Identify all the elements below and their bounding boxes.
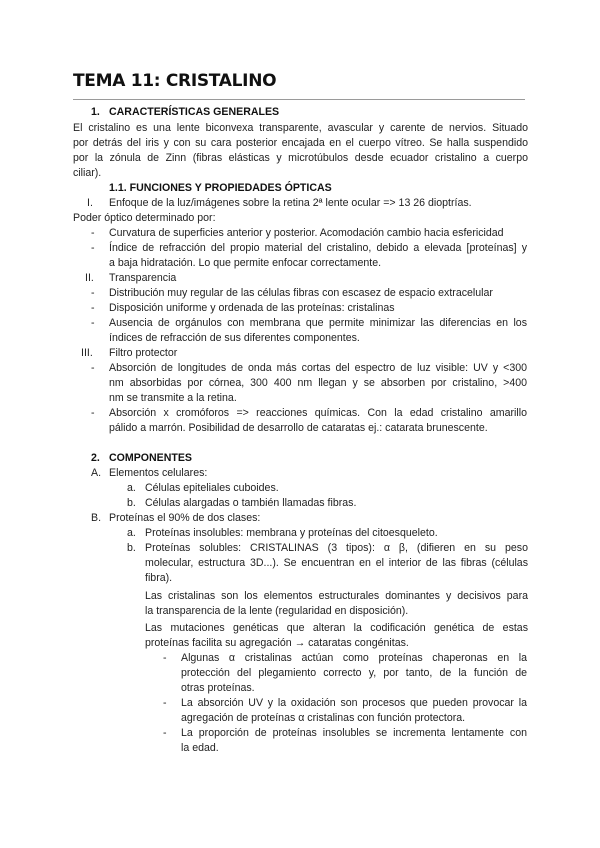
paragraph-text: Las mutaciones genéticas que alteran la codificación genética de estas xyxy=(145,622,528,634)
paragraph-text: Poder óptico determinado por: xyxy=(73,212,216,224)
item-text: molecular, estructura 3D...). Se encuentran en el interior de las fibras (células xyxy=(145,557,528,569)
item-text: Proteínas insolubles: membrana y proteínas del citoesqueleto. xyxy=(145,527,438,539)
bullet-text: nm absorbidas por córnea, 300 400 nm llegan y se absorben por cristalino, >400 xyxy=(109,377,527,389)
bullet-text: la edad. xyxy=(181,742,219,754)
dash-bullet: - xyxy=(163,697,167,709)
dash-bullet: - xyxy=(91,317,95,329)
item-text: Proteínas solubles: CRISTALINAS (3 tipos): α β, (difieren en su peso xyxy=(145,542,528,554)
letter-marker: a. xyxy=(127,482,136,494)
bullet-text: nm se transmite a la retina. xyxy=(109,392,237,404)
bullet-text: otras proteínas. xyxy=(181,682,255,694)
bullet-text: Índice de refracción del propio material del cristalino, debido a elevada [proteínas] y xyxy=(109,242,527,254)
letter-marker: b. xyxy=(127,497,136,509)
paragraph-text: proteínas facilita su agregación → cataratas congénitas. xyxy=(145,637,409,649)
bullet-text: Ausencia de orgánulos con membrana que permite minimizar las diferencias en los xyxy=(109,317,527,329)
letter-marker: A. xyxy=(91,467,102,479)
item-text: Células alargadas o también llamadas fibras. xyxy=(145,497,357,509)
dash-bullet: - xyxy=(91,227,95,239)
section-1-heading: CARACTERÍSTICAS GENERALES xyxy=(109,106,280,118)
intro-line: ciliar). xyxy=(73,167,102,179)
bullet-text: pálido a marrón. Posibilidad de desarrollo de cataratas ej.: catarata brunescente. xyxy=(109,422,488,434)
bullet-text: Algunas α cristalinas actúan como proteínas chaperonas en la xyxy=(181,652,527,664)
item-text: Transparencia xyxy=(109,272,177,284)
roman-marker: II. xyxy=(85,272,94,284)
letter-marker: B. xyxy=(91,512,102,524)
roman-marker: III. xyxy=(81,347,93,359)
dash-bullet: - xyxy=(163,727,167,739)
section-2-number: 2. xyxy=(91,452,100,464)
dash-bullet: - xyxy=(91,407,95,419)
item-text: Células epiteliales cuboides. xyxy=(145,482,279,494)
title-divider xyxy=(73,99,525,100)
section-2-heading: COMPONENTES xyxy=(109,452,192,464)
intro-line: por detrás del iris y con su cara posterior encajada en el cuerpo vítreo. Se halla suspendido xyxy=(73,137,528,149)
bullet-text: La proporción de proteínas insolubles se incrementa lentamente con xyxy=(181,727,527,739)
bullet-text: Absorción de longitudes de onda más cortas del espectro de luz visible: UV y <300 xyxy=(109,362,527,374)
dash-bullet: - xyxy=(91,362,95,374)
dash-bullet: - xyxy=(91,287,95,299)
item-text: Filtro protector xyxy=(109,347,178,359)
bullet-text: a baja hidratación. Lo que permite enfocar correctamente. xyxy=(109,257,382,269)
item-text: Elementos celulares: xyxy=(109,467,208,479)
dash-bullet: - xyxy=(163,652,167,664)
bullet-text: agregación de proteínas α cristalinas con función protectora. xyxy=(181,712,466,724)
bullet-text: Absorción x cromóforos => reacciones químicas. Con la edad cristalino amarillo xyxy=(109,407,527,419)
item-text: fibra). xyxy=(145,572,173,584)
intro-line: El cristalino es una lente biconvexa transparente, avascular y carente de nervios. Situado xyxy=(73,122,528,134)
dash-bullet: - xyxy=(91,302,95,314)
item-text: Proteínas el 90% de dos clases: xyxy=(109,512,261,524)
dash-bullet: - xyxy=(91,242,95,254)
subsection-heading: 1.1. FUNCIONES Y PROPIEDADES ÓPTICAS xyxy=(109,182,332,194)
intro-line: por la zónula de Zinn (fibras elásticas y microtúbulos desde ecuador cristalino a cuerpo xyxy=(73,152,528,164)
bullet-text: Disposición uniforme y ordenada de las proteínas: cristalinas xyxy=(109,302,395,314)
bullet-text: Distribución muy regular de las células fibras con escasez de espacio extracelular xyxy=(109,287,493,299)
letter-marker: a. xyxy=(127,527,136,539)
bullet-text: La absorción UV y la oxidación son procesos que pueden provocar la xyxy=(181,697,527,709)
bullet-text: protección del plegamiento correcto y, por tanto, de la función de xyxy=(181,667,527,679)
letter-marker: b. xyxy=(127,542,136,554)
roman-marker: I. xyxy=(87,197,93,209)
paragraph-text: Las cristalinas son los elementos estructurales dominantes y decisivos para xyxy=(145,590,528,602)
section-1-number: 1. xyxy=(91,106,100,118)
page-title: TEMA 11: CRISTALINO xyxy=(73,71,277,91)
bullet-text: Curvatura de superficies anterior y posterior. Acomodación cambio hacia esfericidad xyxy=(109,227,504,239)
paragraph-text: la transparencia de la lente (regularidad en disposición). xyxy=(145,605,409,617)
item-text: Enfoque de la luz/imágenes sobre la retina 2ª lente ocular => 13 26 dioptrías. xyxy=(109,197,472,209)
bullet-text: índices de refracción de sus diferentes componentes. xyxy=(109,332,360,344)
